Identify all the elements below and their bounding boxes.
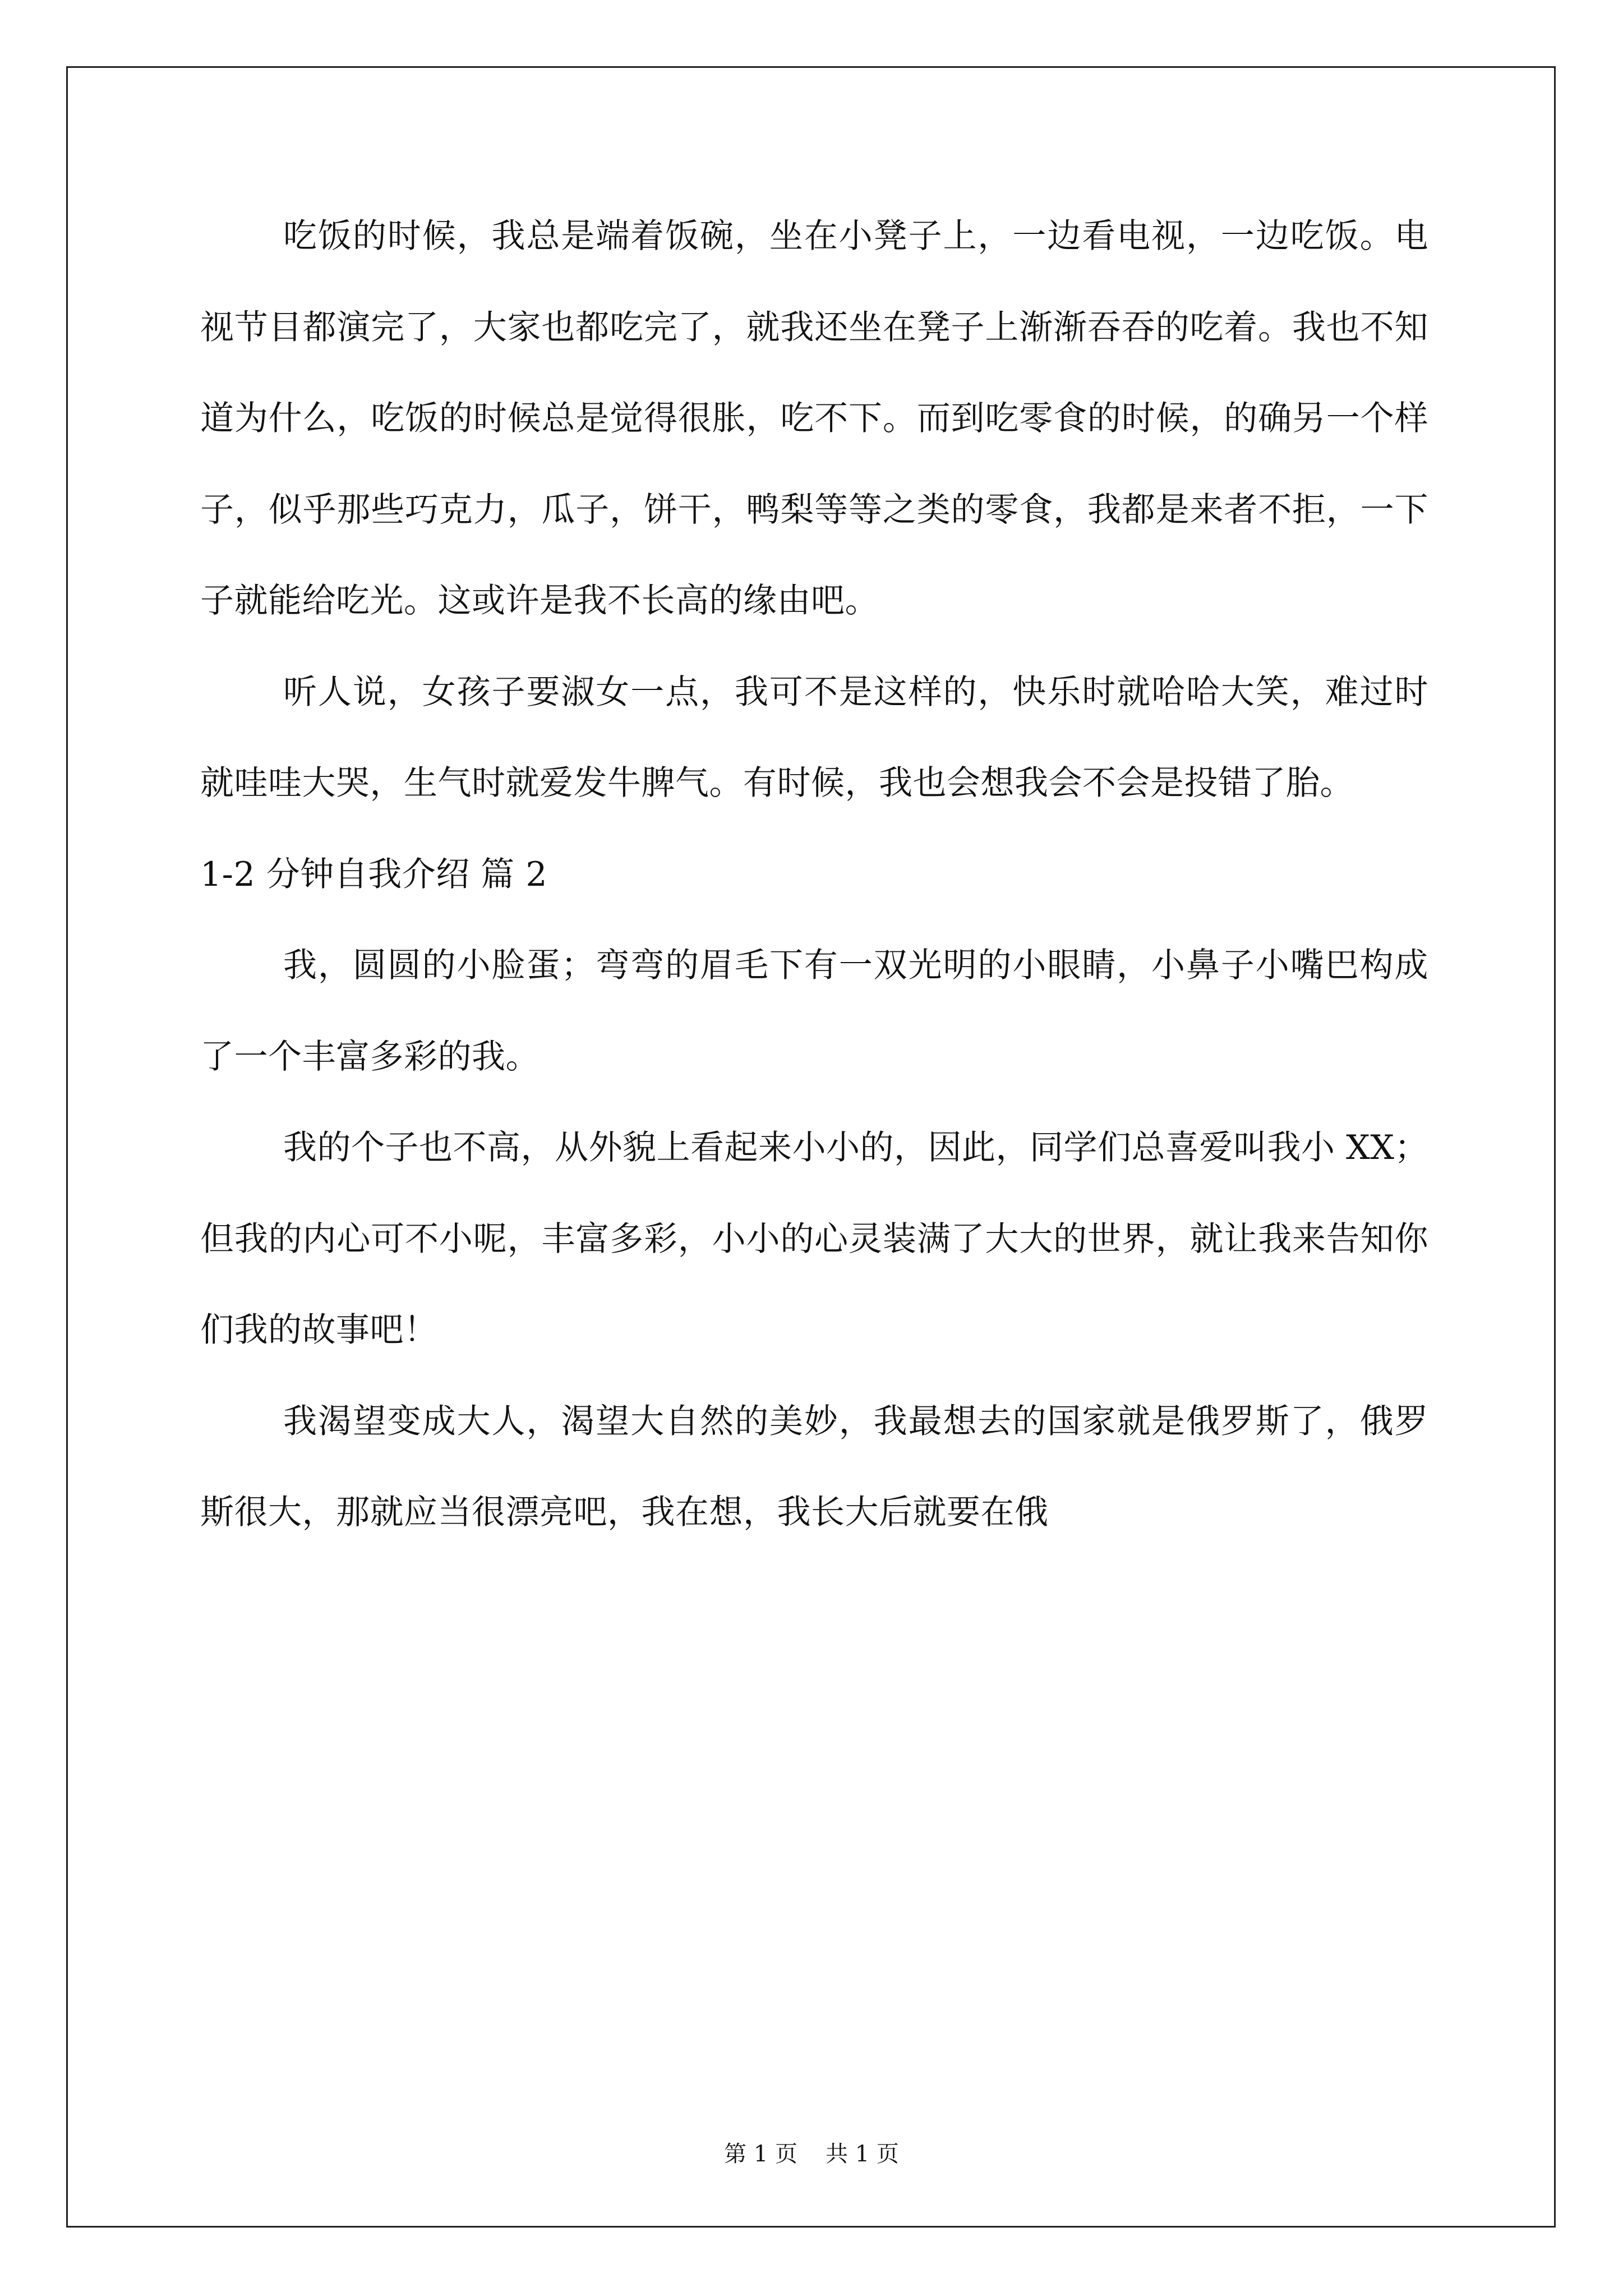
paragraph-eating: 吃饭的时候，我总是端着饭碗，坐在小凳子上，一边看电视，一边吃饭。电视节目都演完了，大家也都吃完了，就我还坐在凳子上渐渐吞吞的吃着。我也不知道为什么，吃饭的时候总是觉得很胀，吃不下。而到吃零食的时候，的确另一个样子，似乎那些巧克力，瓜子，饼干，鸭梨等等之类的零食，我都是来者不拒，一下子就能给吃光。这或许是我不长高的缘由吧。 — [200, 217, 1428, 620]
paragraph-appearance: 我，圆圆的小脸蛋；弯弯的眉毛下有一双光明的小眼睛，小鼻子小嘴巴构成了一个丰富多彩的我。 — [200, 946, 1428, 1076]
paragraph-dream: 我渴望变成大人，渴望大自然的美妙，我最想去的国家就是俄罗斯了，俄罗斯很大，那就应当很漂亮吧，我在想，我长大后就要在俄 — [200, 1401, 1428, 1532]
paragraph-personality: 听人说，女孩子要淑女一点，我可不是这样的，快乐时就哈哈大笑，难过时就哇哇大哭，生气时就爱发牛脾气。有时候，我也会想我会不会是投错了胎。 — [200, 672, 1428, 803]
paragraph-height: 我的个子也不高，从外貌上看起来小小的，因此，同学们总喜爱叫我小 XX；但我的内心可不小呢，丰富多彩，小小的心灵装满了大大的世界，就让我来告知你们我的故事吧！ — [200, 1128, 1428, 1350]
page-footer — [0, 2137, 1623, 2171]
document-body — [200, 191, 1428, 1558]
page-number: 第 1 页 — [724, 2141, 797, 2167]
section-heading: 1-2 分钟自我介绍 篇 2 — [200, 854, 548, 894]
page-total: 共 1 页 — [826, 2141, 899, 2167]
